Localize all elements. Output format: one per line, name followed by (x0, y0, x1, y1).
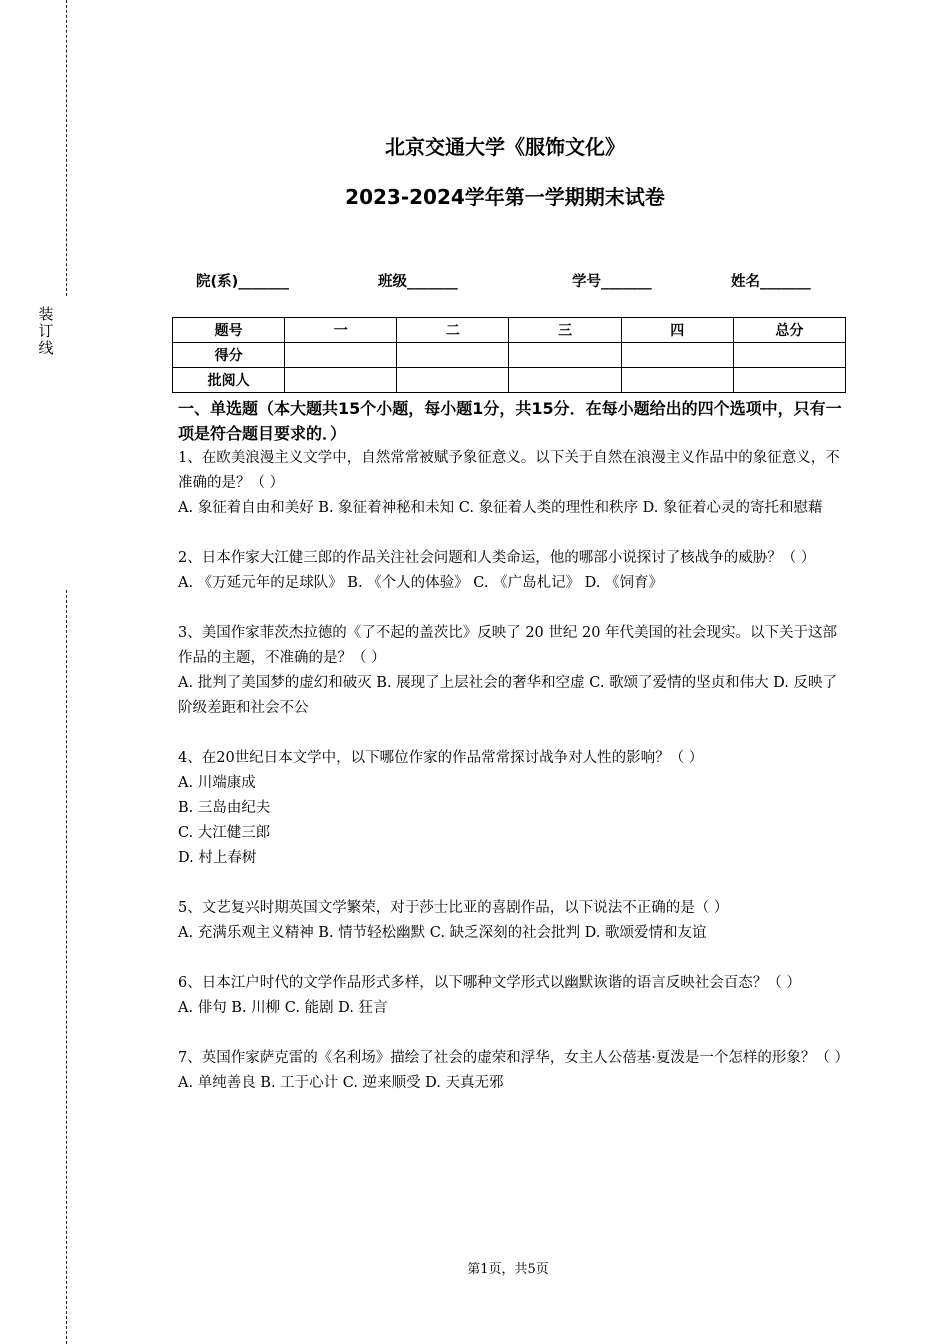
question-option: B. 三岛由纪夫 (178, 800, 271, 816)
score-table-header-cell: 一 (285, 318, 397, 343)
question-stem: 4、在20世纪日本文学中，以下哪位作家的作品常常探讨战争对人性的影响？（ ） (178, 750, 704, 766)
question-stem: 6、日本江户时代的文学作品形式多样，以下哪种文学形式以幽默诙谐的语言反映社会百态？（ ） (178, 975, 801, 991)
question-stem: 1、在欧美浪漫主义文学中，自然常常被赋予象征意义。以下关于自然在浪漫主义作品中的象征意义，不准确的是？（ ） (178, 450, 840, 491)
score-cell[interactable] (509, 343, 621, 368)
question (178, 546, 848, 596)
student-id-field[interactable]: 学号_______ (572, 274, 652, 290)
grader-cell[interactable] (621, 368, 733, 393)
page-number: 第1页，共5页 (467, 1262, 549, 1277)
question-options: A. 《万延元年的足球队》 B. 《个人的体验》 C. 《广岛札记》 D. 《饲育》 (178, 575, 664, 591)
exam-title: 北京交通大学《服饰文化》 (385, 135, 625, 159)
score-cell[interactable] (733, 343, 845, 368)
exam-subtitle: 2023-2024学年第一学期期末试卷 (345, 185, 665, 209)
binding-label (38, 306, 54, 357)
question-options-list (178, 771, 848, 871)
question-stem: 7、英国作家萨克雷的《名利场》描绘了社会的虚荣和浮华，女主人公蓓基·夏泼是一个怎样的形象？（ ） (178, 1050, 849, 1066)
score-table (172, 317, 846, 393)
score-table-header-row (173, 318, 846, 343)
score-table-row (173, 368, 846, 393)
binding-label-char: 线 (38, 339, 54, 357)
question (178, 746, 848, 871)
score-cell[interactable] (621, 343, 733, 368)
student-info-row (0, 270, 950, 292)
score-table-header-cell: 三 (509, 318, 621, 343)
score-cell[interactable] (397, 343, 509, 368)
binding-dashed-line-bottom (66, 590, 67, 1344)
score-table-header-cell: 总分 (733, 318, 845, 343)
class-field[interactable]: 班级_______ (378, 274, 458, 290)
question (178, 1046, 848, 1096)
question-stem: 5、文艺复兴时期英国文学繁荣，对于莎士比亚的喜剧作品，以下说法不正确的是（ ） (178, 900, 729, 916)
section-heading: 一、单选题（本大题共15个小题，每小题1分，共15分．在每小题给出的四个选项中，只有一项是符合题目要求的．） (178, 399, 842, 443)
question-options: A. 充满乐观主义精神 B. 情节轻松幽默 C. 缺乏深刻的社会批判 D. 歌颂爱情和友谊 (178, 925, 707, 941)
question-options: A. 单纯善良 B. 工于心计 C. 逆来顺受 D. 天真无邪 (178, 1075, 504, 1091)
question-stem: 3、美国作家菲茨杰拉德的《了不起的盖茨比》反映了 20 世纪 20 年代美国的社会现实。以下关于这部作品的主题，不准确的是？（ ） (178, 625, 838, 666)
grader-cell[interactable] (509, 368, 621, 393)
score-table-row-label: 得分 (173, 343, 285, 368)
question-options: A. 象征着自由和美好 B. 象征着神秘和未知 C. 象征着人类的理性和秩序 D. 象征着心灵的寄托和慰藉 (178, 500, 823, 516)
grader-cell[interactable] (285, 368, 397, 393)
score-table-header-cell: 四 (621, 318, 733, 343)
binding-label-char: 装 (38, 305, 54, 323)
grader-cell[interactable] (397, 368, 509, 393)
question (178, 971, 848, 1021)
college-field[interactable]: 院(系)_______ (196, 274, 290, 290)
grader-cell[interactable] (733, 368, 845, 393)
score-cell[interactable] (285, 343, 397, 368)
question-option: A. 川端康成 (178, 775, 256, 791)
score-table-header-cell: 题号 (173, 318, 285, 343)
name-field[interactable]: 姓名_______ (731, 274, 811, 290)
score-table-header-cell: 二 (397, 318, 509, 343)
score-table-row (173, 343, 846, 368)
exam-content (178, 396, 848, 1096)
binding-label-char: 订 (38, 322, 54, 340)
question (178, 446, 848, 521)
score-table-row-label: 批阅人 (173, 368, 285, 393)
question (178, 621, 848, 721)
question-options: A. 批判了美国梦的虚幻和破灭 B. 展现了上层社会的奢华和空虚 C. 歌颂了爱情的坚贞和伟大 D. 反映了阶级差距和社会不公 (178, 675, 838, 716)
question-stem: 2、日本作家大江健三郎的作品关注社会问题和人类命运，他的哪部小说探讨了核战争的威胁？（ ） (178, 550, 816, 566)
question-option: D. 村上春树 (178, 850, 257, 866)
question (178, 896, 848, 946)
question-options: A. 俳句 B. 川柳 C. 能剧 D. 狂言 (178, 1000, 388, 1016)
question-option: C. 大江健三郎 (178, 825, 271, 841)
